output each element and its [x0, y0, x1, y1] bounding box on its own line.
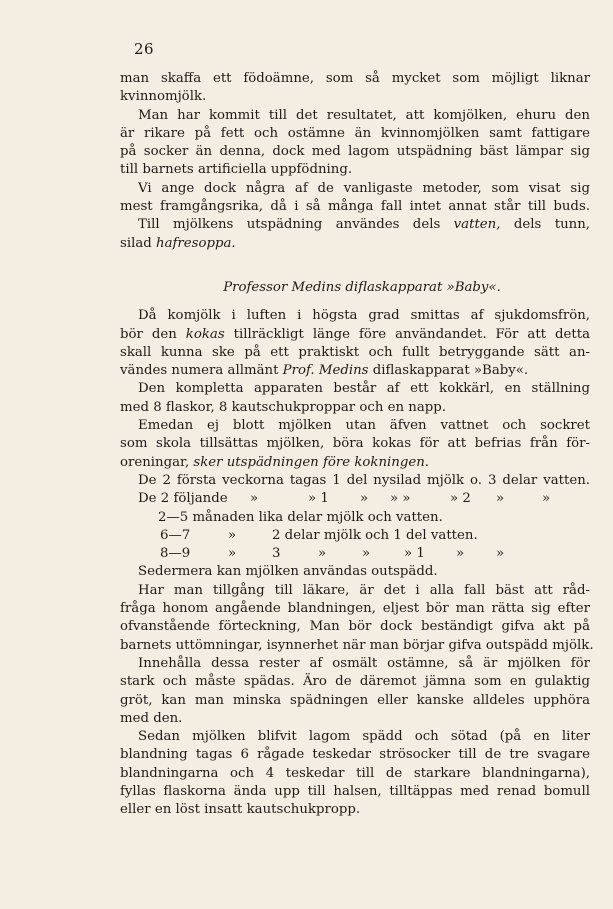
- text-line: man skaffa ett födoämne, som så mycket som möjligt liknar: [120, 71, 590, 86]
- heading-suffix: »Baby«.: [442, 279, 501, 295]
- table-cell: »: [496, 491, 505, 507]
- paragraph-2: [120, 107, 590, 180]
- text-run: diflaskapparat »Baby«.: [368, 363, 529, 379]
- text-line: som skola tillsättas mjölken, böra kokas för att befrias från för-: [120, 436, 590, 452]
- text-run: tillräckligt länge före användandet. För att detta: [224, 326, 590, 342]
- text-line: Emedan ej blott mjölken utan äfven vattnet och sockret: [138, 418, 590, 434]
- body-text: [120, 70, 594, 820]
- text-line: [120, 362, 590, 380]
- text-line: Sedan mjölken blifvit lagom spädd och sötad (på en liter: [138, 729, 590, 745]
- text-line: Innehålla dessa rester af osmält ostämne, så är mjölken för: [138, 655, 590, 671]
- text-line: eller en löst insatt kautschukpropp.: [120, 802, 361, 818]
- table-cell: »: [456, 546, 465, 562]
- table-cell: 3: [272, 546, 281, 562]
- table-cell: »: [250, 491, 259, 507]
- text-line: kvinnomjölk.: [120, 89, 207, 105]
- paragraph-5: [120, 307, 590, 380]
- table-cell: De 2 följande: [138, 491, 228, 507]
- text-line: fråga honom angående blandningen, eljest bör man rätta sig efter: [120, 601, 590, 617]
- emphasis: sker utspädningen före kokningen.: [193, 454, 430, 470]
- table-cell: »: [496, 546, 505, 562]
- text-line: [120, 216, 590, 234]
- text-line: [120, 454, 590, 472]
- table-cell: »: [362, 546, 371, 562]
- text-line: gröt, kan man minska spädningen eller kanske alldeles upphöra: [120, 692, 590, 708]
- page-number: 26: [134, 40, 155, 58]
- text-line: stark och måste spädas. Äro de däremot jämna som en gulaktig: [120, 674, 590, 690]
- text-line: ofvanstående förteckning, Man bör dock beständigt gifva akt på: [120, 619, 590, 635]
- emphasis: kokas: [185, 326, 225, 342]
- paragraph-6: [120, 380, 590, 417]
- paragraph-7: [120, 417, 590, 472]
- emphasis: hafresoppa.: [156, 235, 236, 251]
- text-run: vändes numera allmänt: [120, 363, 283, 379]
- text-line: Sedermera kan mjölken användas outspädd.: [138, 564, 438, 580]
- text-run: bör den: [120, 326, 186, 342]
- text-line: mest framgångsrika, då i så många fall intet annat står till buds.: [120, 199, 590, 215]
- table-cell: » 1: [404, 546, 425, 562]
- text-line: på socker än denna, dock med lagom utspädning bäst lämpar sig: [120, 144, 590, 160]
- paragraph-10: [120, 655, 590, 728]
- text-line: med 8 flaskor, 8 kautschukproppar och en napp.: [120, 399, 447, 415]
- text-run: Till mjölkens utspädning användes dels: [138, 217, 454, 233]
- text-line: fyllas flaskorna ända upp till halsen, tilltäppas med renad bomull: [120, 783, 590, 799]
- text-line: Den kompletta apparaten består af ett kokkärl, en ställning: [138, 381, 590, 397]
- text-line: är rikare på fett och ostämne än kvinnomjölken samt fattigare: [120, 125, 590, 141]
- text-run: oreningar,: [120, 454, 194, 470]
- dilution-table: [120, 472, 590, 563]
- text-line: med den.: [120, 710, 183, 726]
- table-cell: » »: [390, 491, 411, 507]
- text-line: skall kunna ske på ett praktiskt och fullt betryggande sätt an-: [120, 344, 590, 360]
- text-line: Då komjölk i luften i högsta grad smittas af sjukdomsfrön,: [138, 308, 590, 324]
- table-cell: » 2: [450, 491, 471, 507]
- table-row: De 2 första veckorna tagas 1 del nysilad mjölk o. 3 delar vatten.: [138, 472, 590, 488]
- table-row: 2—5 månaden lika delar mjölk och vatten.: [158, 509, 443, 525]
- text-line: blandningarna och 4 teskedar till de starkare blandningarna),: [120, 765, 590, 781]
- paragraph-1: [120, 70, 590, 107]
- emphasis: Prof. Medins: [282, 363, 369, 379]
- text-run: silad: [120, 235, 156, 251]
- table-row: [120, 545, 590, 563]
- emphasis: vatten,: [453, 217, 501, 233]
- table-cell: »: [228, 527, 237, 543]
- table-cell: »: [360, 491, 369, 507]
- paragraph-11: [120, 728, 590, 819]
- table-cell: 8—9: [160, 546, 191, 562]
- text-line: till barnets artificiella uppfödning.: [120, 162, 353, 178]
- paragraph-4: [120, 216, 590, 253]
- table-cell: »: [228, 546, 237, 562]
- text-line: Vi ange dock några af de vanligaste metoder, som visat sig: [138, 180, 590, 196]
- text-line: blandning tagas 6 rågade teskedar strösocker till de tre svagare: [120, 747, 590, 763]
- text-line: Man har kommit till det resultatet, att komjölken, ehuru den: [138, 107, 590, 123]
- text-line: Har man tillgång till läkare, är det i alla fall bäst att råd-: [138, 582, 590, 598]
- paragraph-9: [120, 582, 594, 655]
- table-cell: »: [318, 546, 327, 562]
- table-cell: 6—7: [160, 527, 191, 543]
- table-row: [120, 490, 590, 508]
- text-run: dels tunn,: [500, 217, 590, 233]
- text-line: [120, 326, 590, 344]
- section-heading: [120, 279, 590, 297]
- table-cell: 2 delar mjölk och 1 del vatten.: [272, 527, 478, 543]
- heading-title: Professor Medins diflaskapparat: [223, 279, 443, 295]
- paragraph-8: [120, 563, 590, 581]
- text-line: barnets uttömningar, isynnerhet när man börjar gifva outspädd mjölk.: [120, 637, 594, 653]
- paragraph-3: [120, 180, 590, 217]
- text-line: [120, 235, 590, 253]
- table-row: [120, 527, 590, 545]
- table-cell: » 1: [308, 491, 329, 507]
- table-cell: »: [542, 491, 551, 507]
